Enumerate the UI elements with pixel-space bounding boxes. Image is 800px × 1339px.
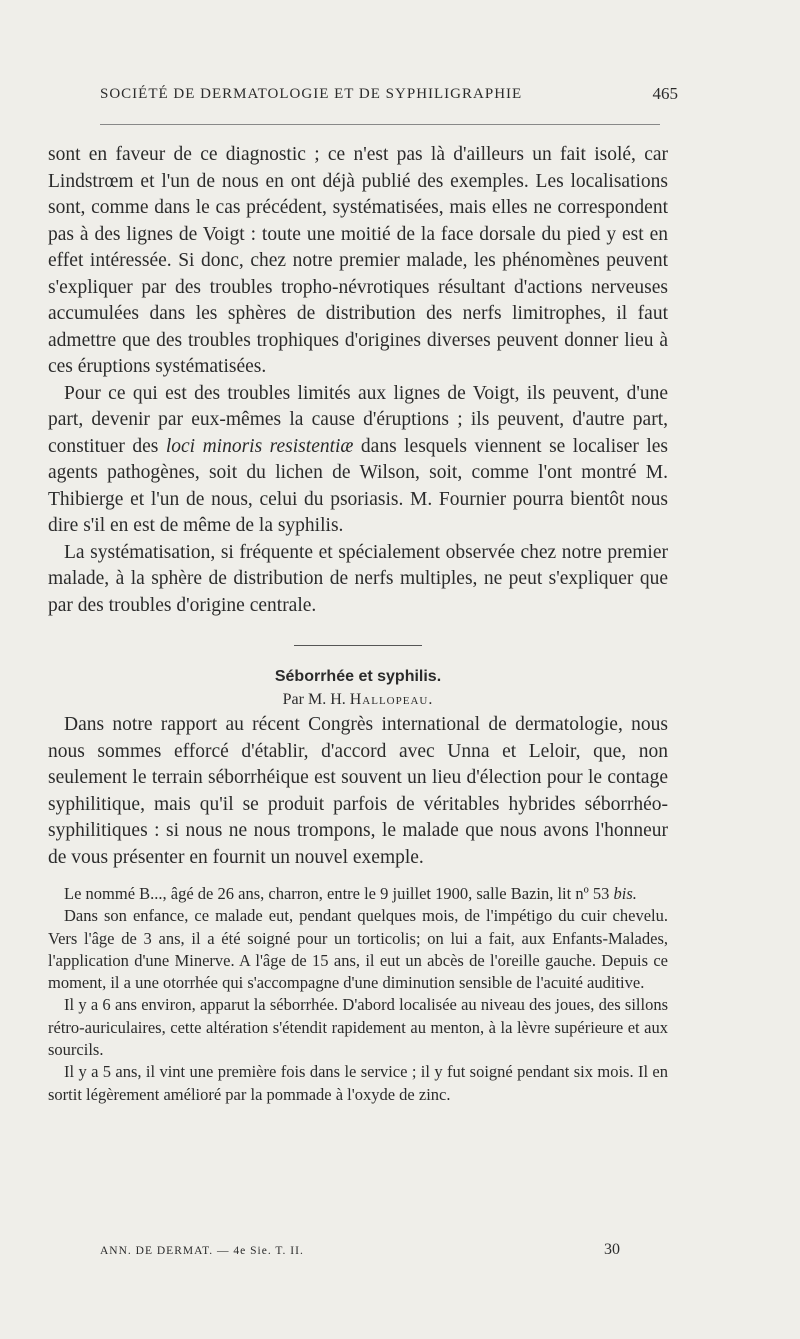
paragraph: sont en faveur de ce diagnostic ; ce n'est pas là d'ailleurs un fait isolé, car Lindstrœm et l'un de nous en ont déjà publié des exemples. Les localisations sont, comme dans le cas précédent, systématisées, mais elles ne correspondent pas à des lignes de Voigt : toute une moitié de la face dorsale du pied y est en effet intéressée. Si donc, chez notre premier malade, les phénomènes peuvent s'expliquer par des troubles tropho-névrotiques résultant d'actions nerveuses accumulées dans les sphères de distribution des nerfs limitrophes, il faut admettre que des troubles trophiques d'origines diverses peuvent donner lieu à ces éruptions systématisées. — [48, 144, 668, 377]
text-body — [48, 142, 668, 1106]
case-paragraph: Il y a 6 ans environ, apparut la séborrhée. D'abord localisée au niveau des joues, des sillons rétro-auriculaires, cette altération s'étendit rapidement au menton, à la lèvre supérieure et aux sourcils. — [48, 995, 668, 1060]
case-report — [48, 883, 668, 1106]
section-separator — [294, 645, 422, 646]
latin-phrase: loci minoris resistentiæ — [165, 435, 354, 457]
running-title: SOCIÉTÉ DE DERMATOLOGIE ET DE SYPHILIGRAPHIE — [100, 86, 523, 102]
case-paragraph: Il y a 5 ans, il vint une première fois dans le service ; il y fut soigné pendant six mois. Il en sortit légèrement amélioré par la pommade à l'oxyde de zinc. — [48, 1062, 668, 1104]
section-author: Par M. H. Hallopeau. — [282, 691, 434, 708]
paragraph: Pour ce qui est des troubles limités aux lignes de Voigt, ils peuvent, d'une part, devenir par eux-mêmes la cause d'éruptions ; ils peuvent, d'autre part, constituer des loci minoris resistentiæ dans lesquels viennent se localiser les agents pathogènes, soit du lichen de Wilson, soit, comme l'ont montré M. Thibierge et l'un de nous, celui du psoriasis. M. Fournier pourra bientôt nous dire s'il en est de même de la syphilis. — [48, 382, 668, 536]
header-rule — [100, 124, 660, 125]
footer-signature: ANN. DE DERMAT. — 4e Sie. T. II. — [100, 1245, 304, 1257]
paragraph: La systématisation, si fréquente et spécialement observée chez notre premier malade, à la sphère de distribution de nerfs multiples, ne peut s'expliquer que par des troubles d'origine centrale. — [48, 541, 668, 616]
intro-paragraph: Dans notre rapport au récent Congrès international de dermatologie, nous nous sommes efforcé d'établir, d'accord avec Unna et Leloir, que, non seulement le terrain séborrhéique est souvent un lieu d'élection pour le contage syphilitique, mais qu'il se produit parfois de véritables hybrides séborrhéo-syphilitiques : si nous ne nous trompons, le malade que nous avons l'honneur de vous présenter en fournit un nouvel exemple. — [48, 714, 668, 868]
section-title: Séborrhée et syphilis. — [274, 668, 442, 685]
case-paragraph: Dans son enfance, ce malade eut, pendant quelques mois, de l'impétigo du cuir chevelu. Vers l'âge de 3 ans, il a été soigné pour un torticolis; on lui a fait, aux Enfants-Malades, l'application d'une Minerve. A l'âge de 15 ans, il eut un abcès de l'oreille gauche. Depuis ce moment, il a une otorrhée qui s'accompagne d'une diminution sensible de l'acuité auditive. — [48, 906, 668, 993]
page-number: 465 — [652, 84, 678, 103]
case-paragraph: Le nommé B..., âgé de 26 ans, charron, entre le 9 juillet 1900, salle Bazin, lit nº 53 bis. — [64, 884, 637, 903]
sheet-number: 30 — [604, 1241, 620, 1258]
